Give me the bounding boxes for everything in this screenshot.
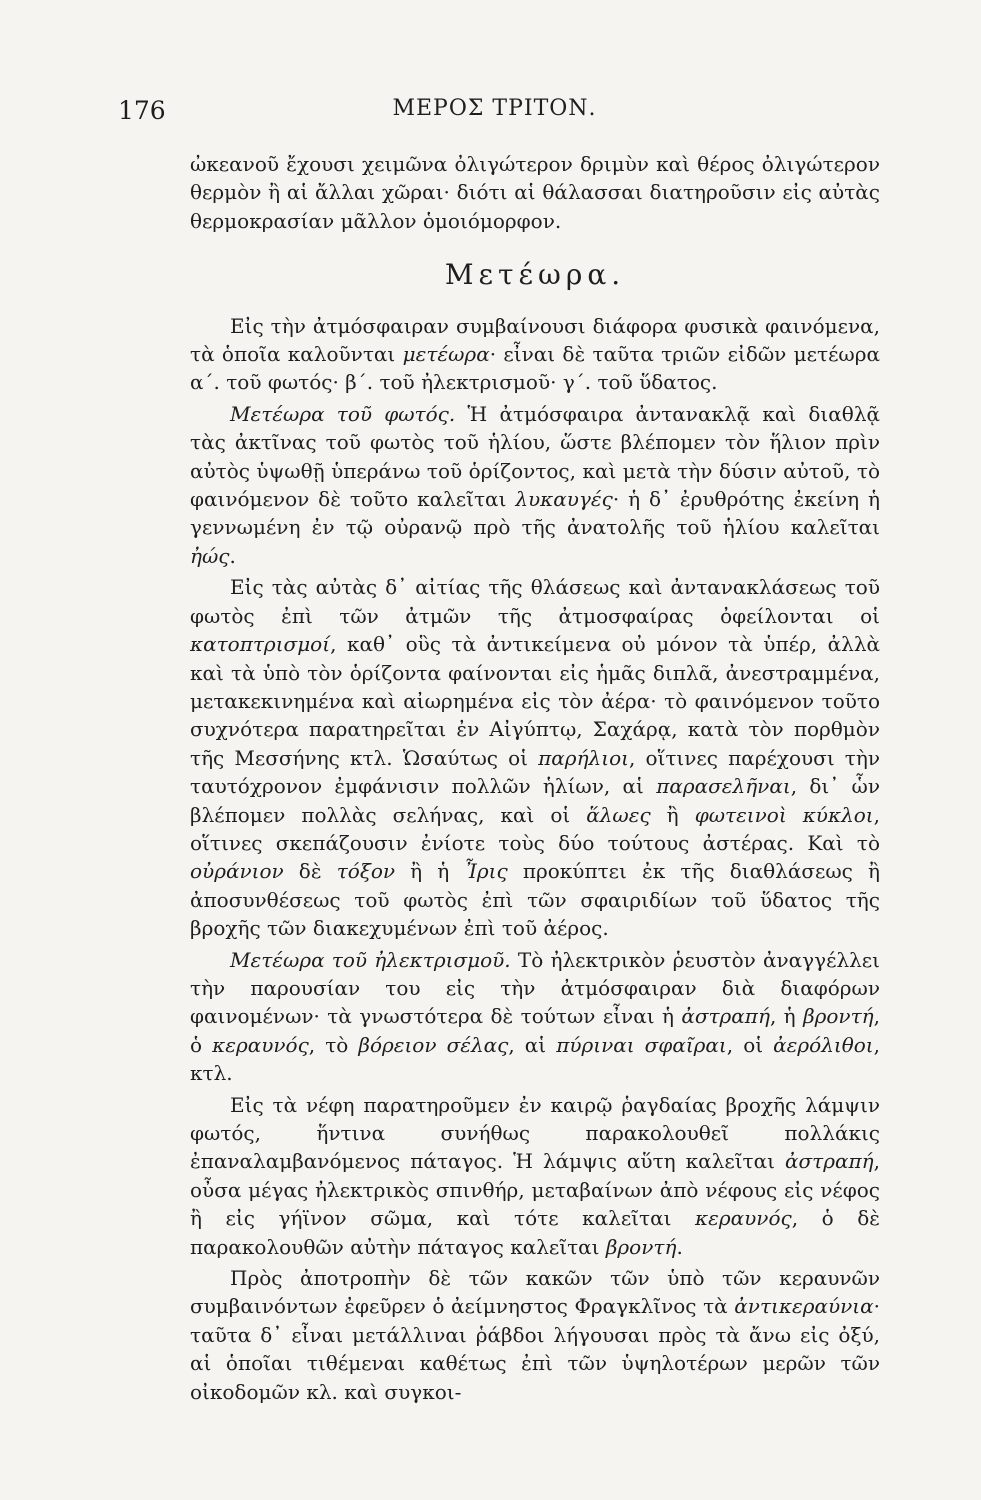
text-run: , ὁ [190,1004,880,1057]
text-run: ἢ [650,802,695,827]
page-number: 176 [118,96,166,125]
term: ἀντικεραύνια [734,1294,874,1319]
paragraph-electricity [190,946,880,1088]
text-run: · ἡ δ᾽ ἐρυθρότης ἐκείνη ἡ γεννωμένη ἐν τῷ οὐρανῷ πρὸ τῆς ἀνατολῆς τοῦ ἡλίου καλεῖται [190,487,880,540]
text-run: · εἶναι δὲ ταῦτα τριῶν εἰδῶν μετέωρα α΄. τοῦ φωτός· β΄. τοῦ ἠλεκτρισμοῦ· γ΄. τοῦ ὕδατος. [190,342,881,395]
term: ἠώς [190,543,230,568]
term: παρήλιοι [538,745,629,770]
text-run: Εἰς τὰ νέφη παρατηροῦμεν ἐν καιρῷ ῥαγδαίας βροχῆς λάμψιν φωτός, ἥντινα συνήθως παρακολουθεῖ πολλάκις ἐπαναλαμβανόμενος πάταγος. Ἡ λάμψις αὕτη καλεῖται [190,1092,880,1174]
paragraph-lightning [190,1091,880,1261]
term: τόξον [336,859,396,884]
paragraph-light [190,400,880,570]
text-run: ἢ ἡ [395,859,465,884]
text-run: , τὸ [308,1032,359,1057]
term: πύριναι σφαῖραι [556,1032,727,1057]
text-run: , οὖσα μέγας ἠλεκτρικὸς σπινθήρ, μεταβαίνων ἀπὸ νέφους εἰς νέφος ἢ εἰς γήϊνον σῶμα, καὶ τότε καλεῖται [190,1149,880,1231]
text-run: , οἱ [726,1032,774,1057]
section-title: Μετέωρα. [444,258,626,292]
text-run: , οἵτινες παρέχουσι τὴν ταυτόχρονον ἐμφάνισιν πολλῶν ἡλίων, αἱ [190,745,880,799]
paragraph-meteora [190,312,880,397]
term: Ἶρις [464,859,508,884]
text-run: . [229,543,236,568]
page-header [118,96,871,136]
text-run: , δι᾽ ὧν βλέπομεν πολλὰς σελήνας, καὶ οἱ [190,774,881,827]
term: οὐράνιον [190,859,284,884]
text-run: δὲ [283,859,337,884]
text-run: , κτλ. [190,1032,880,1086]
text-run: · ταῦτα δ᾽ εἶναι μετάλλιναι ῥάβδοι λήγουσαι πρὸς τὰ ἄνω εἰς ὀξύ, αἱ ὁποῖαι τιθέμεναι καθέτως ἐπὶ τῶν ὑψηλοτέρων μερῶν τῶν οἰκοδομῶν κλ. καὶ συγκοι- [190,1294,880,1404]
paragraph-mirage [190,573,880,942]
term: φωτεινοὶ κύκλοι [694,802,874,827]
text-run: Τὸ ἠλεκτρικὸν ῥευστὸν ἀναγγέλλει τὴν παρουσίαν του εἰς τὴν ἀτμόσφαιραν διὰ διαφόρων φαινομένων· τὰ γνωστότερα δὲ τούτων εἶναι ἡ [190,947,880,1029]
term: παρασελῆναι [656,774,791,799]
text-run: , αἱ [508,1032,557,1057]
term: βροντή [803,1004,874,1029]
intro-paragraph: ὠκεανοῦ ἔχουσι χειμῶνα ὀλιγώτερον δριμὺν καὶ θέρος ὀλιγώτερον θερμὸν ἢ αἱ ἄλλαι χῶραι· διότι αἱ θάλασσαι διατηροῦσιν εἰς αὐτὰς θερμοκρασίαν μᾶλλον ὁμοιόμορφον. [190,152,880,233]
text-run: Ἡ ἀτμόσφαιρα ἀντανακλᾷ καὶ διαθλᾷ τὰς ἀκτῖνας τοῦ φωτὸς τοῦ ἡλίου, ὥστε βλέπομεν τὸν ἥλιον πρὶν αὐτὸς ὑψωθῇ ὑπεράνω τοῦ ὁρίζοντος, καὶ μετὰ τὴν δύσιν αὐτοῦ, τὸ φαινόμενον δὲ τοῦτο καλεῖται [190,401,880,512]
term: ἀστραπή [681,1004,770,1029]
text-run: Εἰς τὰς αὐτὰς δ᾽ αἰτίας τῆς θλάσεως καὶ ἀντανακλάσεως τοῦ φωτὸς ἐπὶ τῶν ἀτμῶν τῆς ἀτμοσφαίρας ὀφείλονται οἱ [190,575,880,628]
paragraph-lightning-rod [190,1264,880,1406]
term: κατοπτρισμοί [190,632,331,657]
text-run: Πρὸς ἀποτροπὴν δὲ τῶν κακῶν τῶν ὑπὸ τῶν κεραυνῶν συμβαινόντων ἐφεῦρεν ὁ ἀείμνηστος Φραγκλῖνος τὰ [190,1266,880,1319]
term: βόρειον σέλας [358,1032,509,1057]
text-run: , καθ᾽ οὓς τὰ ἀντικείμενα οὐ μόνον τὰ ὑπέρ, ἀλλὰ καὶ τὰ ὑπὸ τὸν ὁρίζοντα φαίνονται εἰς ἡμᾶς διπλᾶ, ἀνεστραμμένα, μετακεκινημένα καὶ αἰωρημένα εἰς τὸν ἀέρα· τὸ φαινόμενον τοῦτο συχνότερα παρατηρεῖται ἐν Αἰγύπτῳ, Σαχάρᾳ, κατὰ τὸν πορθμὸν τῆς Μεσσήνης κτλ. Ὡσαύτως οἱ [190,632,880,770]
text-run: . [676,1234,683,1259]
term: ἅλωες [586,802,651,827]
text-run: , ὁ δὲ παρακολουθῶν αὐτὴν πάταγος καλεῖται [190,1206,880,1259]
subheading: Μετέωρα τοῦ ἠλεκτρισμοῦ. [230,947,511,972]
text-run: , ἡ [769,1004,804,1029]
term: μετέωρα [402,342,490,367]
term: βροντή [605,1234,677,1259]
text-run: Εἰς τὴν ἀτμόσφαιραν συμβαίνουσι διάφορα φυσικὰ φαινόμενα, τὰ ὁποῖα καλοῦνται [190,313,880,367]
text-run: , οἵτινες σκεπάζουσιν ἐνίοτε τοὺς δύο τούτους ἀστέρας. Καὶ τὸ [190,802,880,855]
term: ἀερόλιθοι [773,1032,874,1057]
text-run: προκύπτει ἐκ τῆς διαθλάσεως ἢ ἀποσυνθέσεως τοῦ φωτὸς ἐπὶ τῶν σφαιριδίων τοῦ ὕδατος τῆς βροχῆς τῶν διακεχυμένων ἐπὶ τοῦ ἀέρος. [190,859,880,941]
term: ἀστραπή [785,1149,874,1174]
term: κεραυνός [212,1032,309,1057]
text-body [190,150,880,1406]
term: κεραυνός [695,1206,792,1231]
subheading: Μετέωρα τοῦ φωτός. [230,401,456,426]
running-title: ΜΕΡΟΣ ΤΡΙΤΟΝ. [392,96,597,121]
term: λυκαυγές [515,487,613,512]
